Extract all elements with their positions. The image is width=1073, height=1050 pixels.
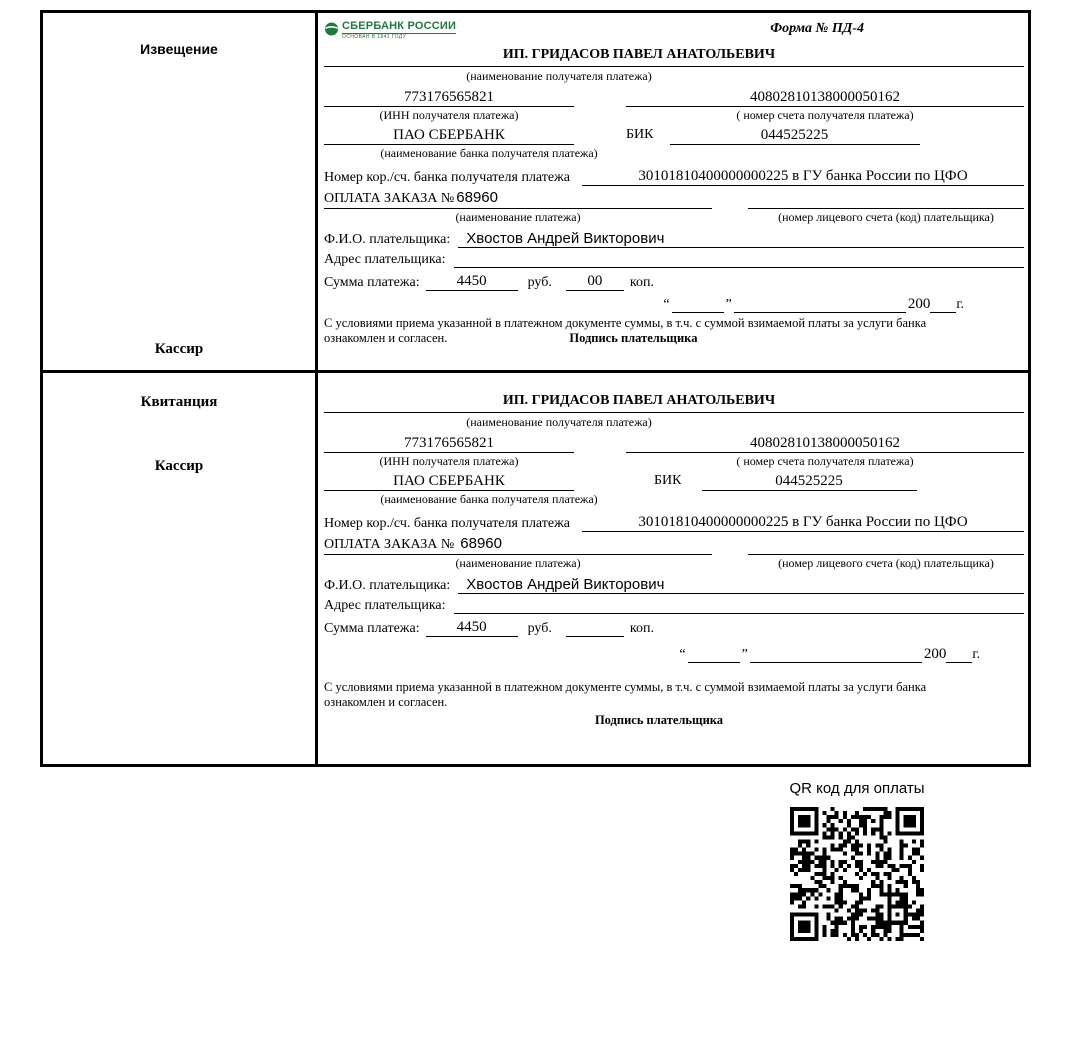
personal-account-blank (748, 536, 1024, 555)
year-suffix: г. (972, 647, 980, 662)
amount-rub-value: 4450 (426, 273, 518, 291)
payment-sum-label: Сумма платежа: (324, 275, 420, 290)
quote-close: ” (725, 297, 732, 312)
corr-account-label: Номер кор./сч. банка получателя платежа (324, 170, 570, 185)
date-line (324, 296, 964, 313)
agreement-line1: С условиями приема указанной в платежном документе суммы, в т.ч. с суммой взимаемой платы за услуги банка (324, 316, 927, 330)
agreement-line1: С условиями приема указанной в платежном документе суммы, в т.ч. с суммой взимаемой платы за услуги банка (324, 680, 927, 694)
payee-name: ИП. ГРИДАСОВ ПАВЕЛ АНАТОЛЬЕВИЧ (324, 47, 1024, 67)
agreement-text (324, 680, 1024, 727)
bank-caption: (наименование банка получателя платежа) (380, 146, 598, 160)
purpose-caption: (наименование платежа) (455, 210, 581, 224)
qr-section (732, 780, 982, 941)
payer-name-label: Ф.И.О. плательщика: (324, 232, 451, 247)
signature-label: Подпись плательщика (594, 712, 724, 727)
amount-kop-value (566, 636, 624, 637)
payer-address-label: Адрес плательщика: (324, 598, 446, 613)
year-prefix: 200 (923, 646, 947, 662)
kop-label: коп. (629, 621, 654, 636)
agreement-text (324, 316, 1024, 346)
sberbank-logo-icon (324, 21, 339, 36)
rub-label: руб. (527, 275, 552, 290)
quote-open: “ (663, 297, 670, 312)
cashier-label: Кассир (154, 341, 204, 357)
quote-close: ” (741, 647, 748, 662)
bank-logo-text: СБЕРБАНК РОССИИ (342, 20, 457, 32)
bank-name: ПАО СБЕРБАНК (324, 473, 574, 491)
bik-label: БИК (654, 473, 682, 488)
date-month-blank (750, 662, 922, 663)
account-caption: ( номер счета получателя платежа) (736, 108, 914, 122)
notice-left-column (43, 13, 318, 370)
account-caption: ( номер счета получателя платежа) (736, 454, 914, 468)
payment-purpose-label: ОПЛАТА ЗАКАЗА № (324, 537, 455, 552)
payer-name-label: Ф.И.О. плательщика: (324, 578, 451, 593)
year-blank (930, 312, 956, 313)
date-month-blank (734, 312, 906, 313)
year-suffix: г. (956, 297, 964, 312)
payment-purpose (324, 189, 712, 209)
kop-label: коп. (629, 275, 654, 290)
signature-label: Подпись плательщика (569, 330, 698, 345)
year-prefix: 200 (907, 296, 931, 312)
payment-form (40, 10, 1031, 767)
payment-sum-label: Сумма платежа: (324, 621, 420, 636)
payer-address-label: Адрес плательщика: (324, 252, 446, 267)
bank-logo-subtext: ОСНОВАН В 1841 ГОДУ (342, 34, 407, 40)
payer-name-value: Хвостов Андрей Викторович (458, 576, 1024, 594)
date-day-blank (672, 312, 724, 313)
recipient-caption: (наименование получателя платежа) (466, 415, 652, 429)
notice-body (318, 13, 1028, 370)
corr-account-value: 30101810400000000225 в ГУ банка России по ЦФО (582, 168, 1024, 186)
inn-caption: (ИНН получателя платежа) (379, 454, 519, 468)
bik-label: БИК (626, 127, 654, 142)
payee-name: ИП. ГРИДАСОВ ПАВЕЛ АНАТОЛЬЕВИЧ (324, 393, 1024, 413)
corr-account-label: Номер кор./сч. банка получателя платежа (324, 516, 570, 531)
order-number: 68960 (456, 189, 498, 206)
personal-account-blank (748, 190, 1024, 209)
year-blank (946, 662, 972, 663)
order-number: 68960 (460, 535, 502, 552)
cashier-label: Кассир (154, 458, 204, 474)
receipt-section (40, 370, 1031, 767)
corr-account-value: 30101810400000000225 в ГУ банка России по ЦФО (582, 514, 1024, 532)
payee-account: 40802810138000050162 (626, 89, 1024, 107)
notice-section (40, 10, 1031, 373)
bank-name: ПАО СБЕРБАНК (324, 127, 574, 145)
agreement-line2: ознакомлен и согласен. (324, 694, 448, 709)
payment-purpose-label: ОПЛАТА ЗАКАЗА № (324, 191, 455, 206)
date-day-blank (688, 662, 740, 663)
quote-open: “ (679, 647, 686, 662)
section-title-notice: Извещение (140, 41, 218, 57)
payment-purpose (324, 535, 712, 555)
amount-rub-value: 4450 (426, 619, 518, 637)
bank-caption: (наименование банка получателя платежа) (380, 492, 598, 506)
payee-inn: 773176565821 (324, 89, 574, 107)
section-title-receipt: Квитанция (140, 394, 218, 410)
form-number: Форма № ПД-4 (770, 21, 864, 36)
qr-caption: QR код для оплаты (789, 780, 925, 797)
payee-account: 40802810138000050162 (626, 435, 1024, 453)
amount-kop-value: 00 (566, 273, 624, 291)
personal-account-caption: (номер лицевого счета (код) плательщика) (778, 556, 994, 570)
recipient-caption: (наименование получателя платежа) (466, 69, 652, 83)
bik-value: 044525225 (670, 127, 920, 145)
receipt-left-column (43, 373, 318, 764)
date-line (324, 646, 980, 663)
payer-address-blank (454, 267, 1024, 268)
rub-label: руб. (527, 621, 552, 636)
qr-code (790, 807, 924, 941)
payer-address-blank (454, 613, 1024, 614)
payee-inn: 773176565821 (324, 435, 574, 453)
sberbank-logo (324, 21, 456, 40)
personal-account-caption: (номер лицевого счета (код) плательщика) (778, 210, 994, 224)
agreement-line2: ознакомлен и согласен. (324, 330, 448, 345)
purpose-caption: (наименование платежа) (455, 556, 581, 570)
inn-caption: (ИНН получателя платежа) (379, 108, 519, 122)
bik-value: 044525225 (702, 473, 917, 491)
payer-name-value: Хвостов Андрей Викторович (458, 230, 1024, 248)
receipt-body (318, 373, 1028, 764)
